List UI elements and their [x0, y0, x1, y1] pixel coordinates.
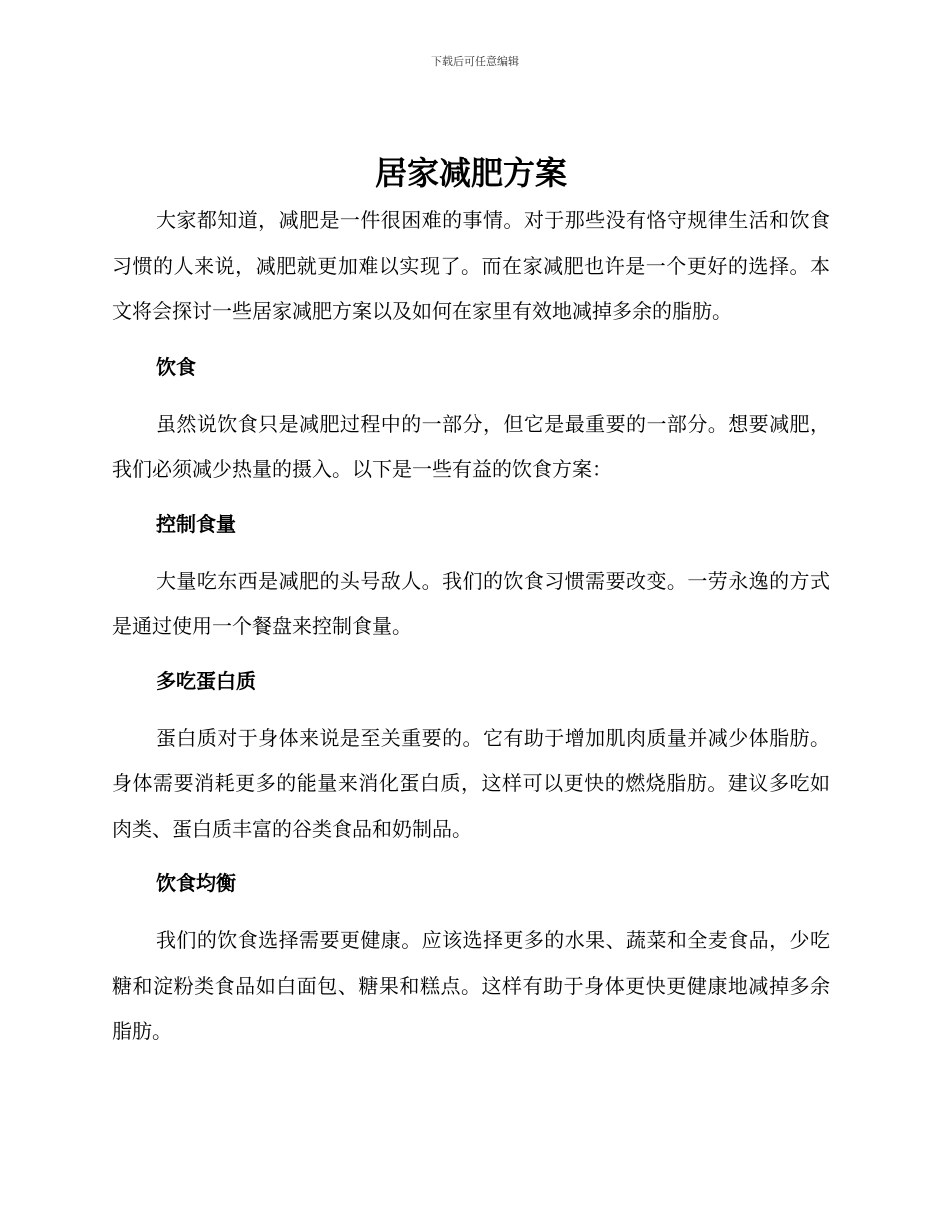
section-paragraph-diet: 虽然说饮食只是减肥过程中的一部分，但它是最重要的一部分。想要减肥，我们必须减少热量的摄入。以下是一些有益的饮食方案：: [112, 411, 830, 481]
section-paragraph-protein: 蛋白质对于身体来说是至关重要的。它有助于增加肌肉质量并减少体脂肪。身体需要消耗更多的能量来消化蛋白质，这样可以更快的燃烧脂肪。建议多吃如肉类、蛋白质丰富的谷类食品和奶制品。: [112, 725, 830, 841]
section-heading-balanced-diet: 饮食均衡: [156, 871, 236, 895]
document-content: [112, 150, 830, 1055]
section-protein: [112, 667, 830, 853]
section-paragraph-balanced-diet: 我们的饮食选择需要更健康。应该选择更多的水果、蔬菜和全麦食品，少吃糖和淀粉类食品如白面包、糖果和糕点。这样有助于身体更快更健康地减掉多余脂肪。: [112, 928, 830, 1043]
document-title: 居家减肥方案: [374, 154, 567, 192]
section-heading-protein: 多吃蛋白质: [156, 668, 256, 693]
header-note: 下载后可任意编辑: [431, 55, 519, 68]
section-balanced-diet: [112, 869, 830, 1055]
intro-paragraph: 大家都知道，减肥是一件很困难的事情。对于那些没有恪守规律生活和饮食习惯的人来说，减肥就更加难以实现了。而在家减肥也许是一个更好的选择。本文将会探讨一些居家减肥方案以及如何在家里有效地减掉多余的脂肪。: [112, 208, 830, 323]
section-heading-portion-control: 控制食量: [156, 511, 236, 536]
section-portion-control: [112, 510, 830, 650]
section-diet: [112, 353, 830, 493]
section-paragraph-portion-control: 大量吃东西是减肥的头号敌人。我们的饮食习惯需要改变。一劳永逸的方式是通过使用一个餐盘来控制食量。: [112, 568, 830, 638]
section-heading-diet: 饮食: [156, 354, 196, 379]
